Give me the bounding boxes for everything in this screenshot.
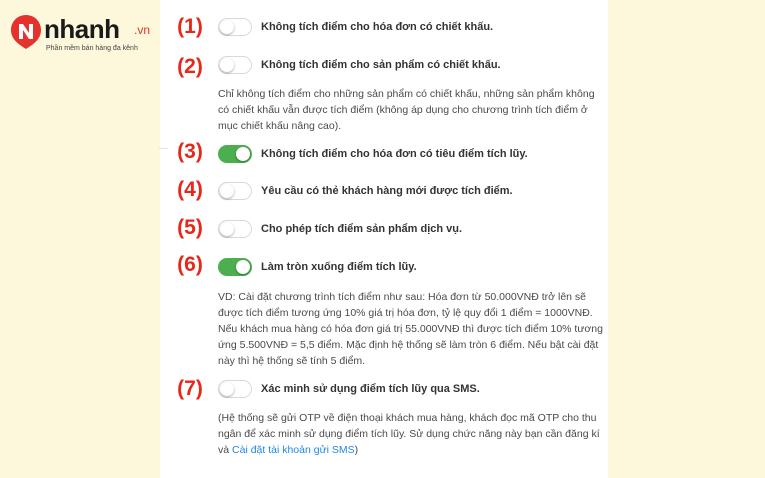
marker-6: (6) [177,253,203,276]
toggle-no-points-discounted-product[interactable] [218,56,252,74]
nhanh-logo-icon [10,14,42,50]
marker-2: (2) [177,55,203,78]
setting-description [218,410,603,458]
toggle-require-customer-card[interactable] [218,182,252,200]
toggle-knob [220,58,234,72]
setting-label: Xác minh sử dụng điểm tích lũy qua SMS. [261,383,480,395]
toggle-knob [236,147,250,161]
description-text: (Hệ thống sẽ gửi OTP về điện thoại khách mua hàng, khách đọc mã OTP cho thu ngân để xác minh sử dụng điểm tích lũy. Sử dụng chức năng này bạn cần đăng kí và [218,412,600,456]
toggle-points-for-services[interactable] [218,220,252,238]
toggle-sms-verification[interactable] [218,380,252,398]
toggle-no-points-discounted-invoice[interactable] [218,18,252,36]
nhanh-logo [10,14,170,60]
description-text-end: ) [354,444,359,456]
setting-label: Yêu cầu có thẻ khách hàng mới được tích điểm. [261,185,513,197]
toggle-knob [220,382,234,396]
toggle-knob [236,260,250,274]
toggle-no-points-redeemed-invoice[interactable] [218,145,252,163]
sms-account-settings-link[interactable]: Cài đặt tài khoản gửi SMS [232,444,355,456]
setting-label: Không tích điểm cho sản phẩm có chiết khấu. [261,59,501,71]
logo-domain-suffix: .vn [134,23,151,37]
setting-description: VD: Cài đặt chương trình tích điểm như sau: Hóa đơn từ 50.000VNĐ trở lên sẽ được tích điểm tương ứng 10% giá trị hóa đơn, tỷ lệ quy đổi 1 điểm = 1000VNĐ. Nếu khách mua hàng có hóa đơn giá trị 55.000VNĐ thì được tích điểm 10% tương ứng 5.500VNĐ = 5,5 điểm. Mặc định hệ thống sẽ làm tròn 6 điểm. Nếu bật cài đặt này thì hệ thống sẽ tính 5 điểm. [218,291,603,367]
marker-7: (7) [177,377,203,400]
toggle-knob [220,222,234,236]
setting-label: Làm tròn xuống điểm tích lũy. [261,261,417,273]
setting-description: Chỉ không tích điểm cho những sản phẩm có chiết khấu, những sản phẩm không có chiết khấu vẫn được tích điểm (không áp dụng cho chương trình tích điểm ở mục chiết khấu nâng cao). [218,88,595,132]
marker-4: (4) [177,178,203,201]
setting-label: Không tích điểm cho hóa đơn có chiết khấu. [261,21,494,33]
setting-label: Không tích điểm cho hóa đơn có tiêu điểm tích lũy. [261,148,528,160]
setting-label: Cho phép tích điểm sản phẩm dịch vụ. [261,223,463,235]
logo-tagline: Phần mềm bán hàng đa kênh [46,45,138,52]
toggle-knob [220,184,234,198]
marker-5: (5) [177,216,203,239]
marker-1: (1) [177,15,203,38]
divider [158,148,168,149]
toggle-knob [220,20,234,34]
marker-3: (3) [177,140,203,163]
toggle-round-down-points[interactable] [218,258,252,276]
logo-wordmark: nhanh [44,14,120,44]
